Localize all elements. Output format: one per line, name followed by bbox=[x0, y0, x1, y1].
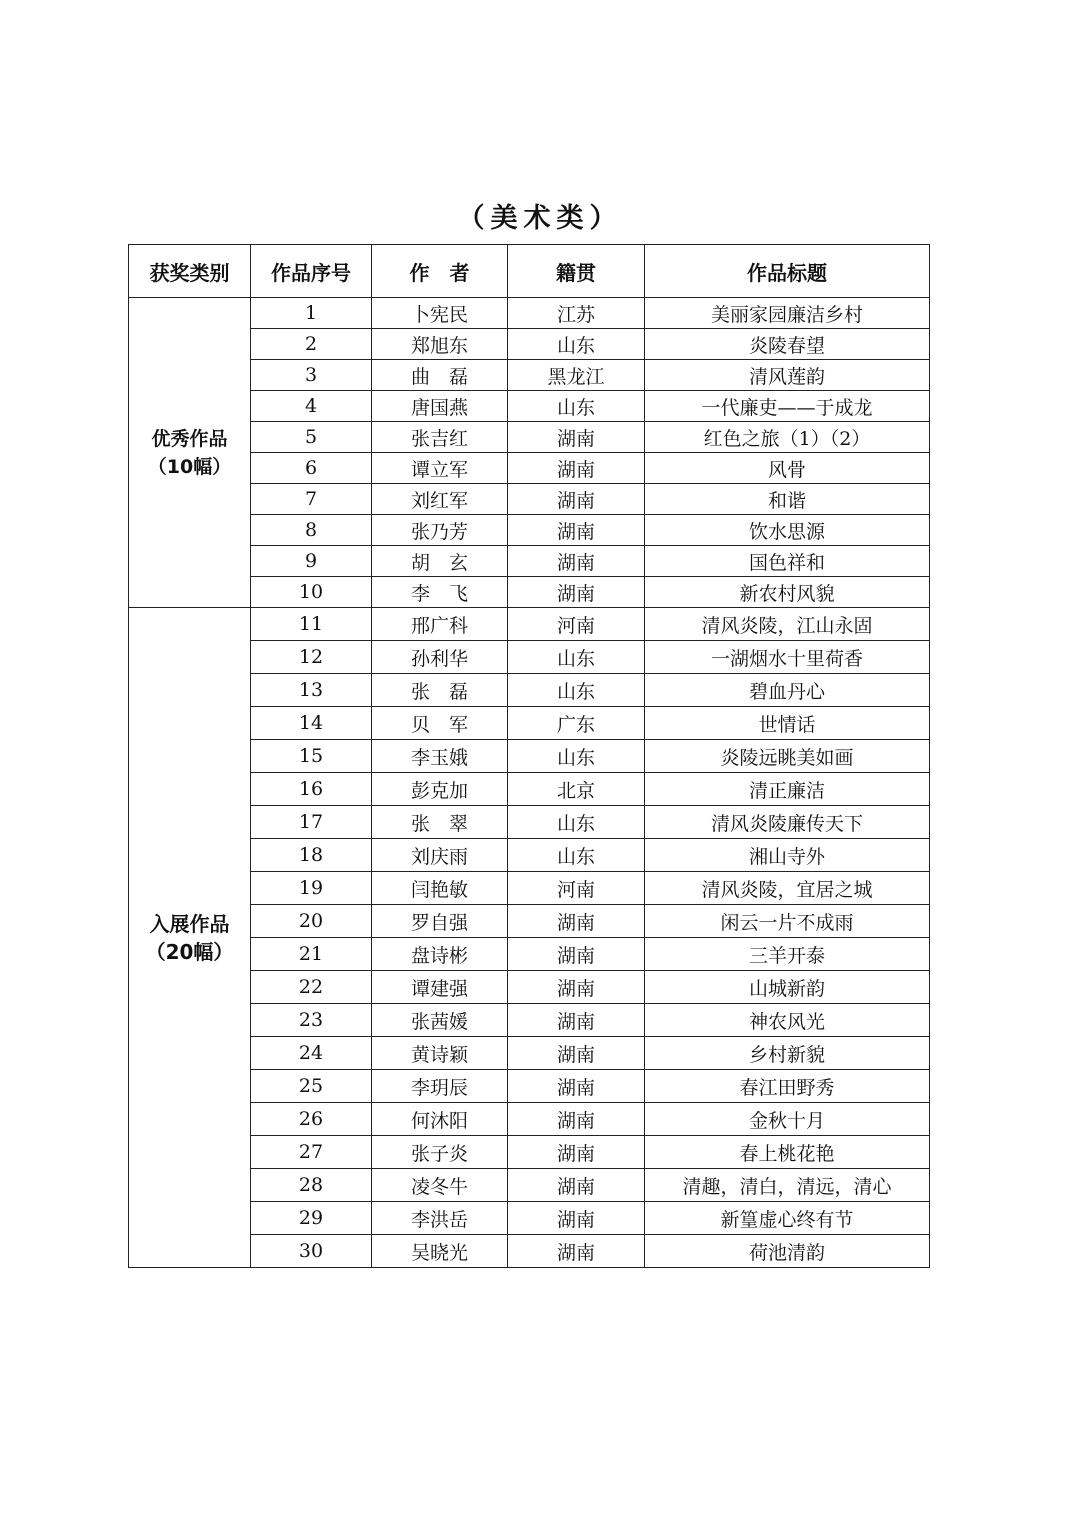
author-cell: 罗自强 bbox=[372, 905, 508, 938]
number-cell: 25 bbox=[251, 1070, 372, 1103]
hometown-cell: 湖南 bbox=[508, 484, 645, 515]
author-cell: 张 翠 bbox=[372, 806, 508, 839]
number-cell: 12 bbox=[251, 641, 372, 674]
number-cell: 30 bbox=[251, 1235, 372, 1268]
header-author: 作 者 bbox=[372, 245, 508, 298]
awards-table bbox=[128, 244, 930, 1268]
author-cell: 吴晓光 bbox=[372, 1235, 508, 1268]
number-cell: 14 bbox=[251, 707, 372, 740]
author-cell: 卜宪民 bbox=[372, 298, 508, 329]
number-cell: 9 bbox=[251, 546, 372, 577]
work-title-cell: 风骨 bbox=[645, 453, 930, 484]
work-title-cell: 清风炎陵廉传天下 bbox=[645, 806, 930, 839]
hometown-cell: 湖南 bbox=[508, 938, 645, 971]
author-cell: 何沐阳 bbox=[372, 1103, 508, 1136]
author-cell: 孙利华 bbox=[372, 641, 508, 674]
number-cell: 28 bbox=[251, 1169, 372, 1202]
category-name: 入展作品 bbox=[149, 911, 230, 936]
hometown-cell: 湖南 bbox=[508, 577, 645, 608]
table-row bbox=[129, 608, 930, 641]
work-title-cell: 乡村新貌 bbox=[645, 1037, 930, 1070]
work-title-cell: 清风炎陵，宜居之城 bbox=[645, 872, 930, 905]
hometown-cell: 湖南 bbox=[508, 1004, 645, 1037]
author-cell: 贝 军 bbox=[372, 707, 508, 740]
number-cell: 17 bbox=[251, 806, 372, 839]
work-title-cell: 三羊开泰 bbox=[645, 938, 930, 971]
work-title-cell: 美丽家园廉洁乡村 bbox=[645, 298, 930, 329]
work-title-cell: 一湖烟水十里荷香 bbox=[645, 641, 930, 674]
author-cell: 刘庆雨 bbox=[372, 839, 508, 872]
hometown-cell: 湖南 bbox=[508, 422, 645, 453]
number-cell: 20 bbox=[251, 905, 372, 938]
work-title-cell: 神农风光 bbox=[645, 1004, 930, 1037]
header-work-title: 作品标题 bbox=[645, 245, 930, 298]
number-cell: 5 bbox=[251, 422, 372, 453]
hometown-cell: 湖南 bbox=[508, 1037, 645, 1070]
hometown-cell: 河南 bbox=[508, 872, 645, 905]
author-cell: 张子炎 bbox=[372, 1136, 508, 1169]
number-cell: 29 bbox=[251, 1202, 372, 1235]
author-cell: 凌冬牛 bbox=[372, 1169, 508, 1202]
number-cell: 26 bbox=[251, 1103, 372, 1136]
number-cell: 13 bbox=[251, 674, 372, 707]
page-title: （美术类） bbox=[457, 203, 623, 234]
hometown-cell: 湖南 bbox=[508, 1136, 645, 1169]
author-cell: 李 飞 bbox=[372, 577, 508, 608]
hometown-cell: 湖南 bbox=[508, 1103, 645, 1136]
hometown-cell: 湖南 bbox=[508, 515, 645, 546]
hometown-cell: 山东 bbox=[508, 329, 645, 360]
number-cell: 11 bbox=[251, 608, 372, 641]
work-title-cell: 饮水思源 bbox=[645, 515, 930, 546]
author-cell: 彭克加 bbox=[372, 773, 508, 806]
work-title-cell: 国色祥和 bbox=[645, 546, 930, 577]
hometown-cell: 湖南 bbox=[508, 453, 645, 484]
work-title-cell: 湘山寺外 bbox=[645, 839, 930, 872]
work-title-cell: 闲云一片不成雨 bbox=[645, 905, 930, 938]
number-cell: 10 bbox=[251, 577, 372, 608]
work-title-cell: 炎陵春望 bbox=[645, 329, 930, 360]
hometown-cell: 山东 bbox=[508, 740, 645, 773]
header-number: 作品序号 bbox=[251, 245, 372, 298]
hometown-cell: 湖南 bbox=[508, 1070, 645, 1103]
work-title-cell: 世情话 bbox=[645, 707, 930, 740]
number-cell: 24 bbox=[251, 1037, 372, 1070]
number-cell: 23 bbox=[251, 1004, 372, 1037]
hometown-cell: 黑龙江 bbox=[508, 360, 645, 391]
hometown-cell: 湖南 bbox=[508, 971, 645, 1004]
hometown-cell: 山东 bbox=[508, 839, 645, 872]
author-cell: 刘红军 bbox=[372, 484, 508, 515]
hometown-cell: 江苏 bbox=[508, 298, 645, 329]
category-count: （10幅） bbox=[147, 455, 232, 478]
number-cell: 27 bbox=[251, 1136, 372, 1169]
table-header-row bbox=[129, 245, 930, 298]
category-cell bbox=[129, 298, 251, 608]
author-cell: 李玉娥 bbox=[372, 740, 508, 773]
number-cell: 18 bbox=[251, 839, 372, 872]
work-title-cell: 金秋十月 bbox=[645, 1103, 930, 1136]
author-cell: 盘诗彬 bbox=[372, 938, 508, 971]
hometown-cell: 北京 bbox=[508, 773, 645, 806]
number-cell: 22 bbox=[251, 971, 372, 1004]
hometown-cell: 湖南 bbox=[508, 1202, 645, 1235]
number-cell: 15 bbox=[251, 740, 372, 773]
work-title-cell: 和谐 bbox=[645, 484, 930, 515]
author-cell: 唐国燕 bbox=[372, 391, 508, 422]
category-name: 优秀作品 bbox=[151, 427, 228, 450]
author-cell: 谭立军 bbox=[372, 453, 508, 484]
author-cell: 张茜媛 bbox=[372, 1004, 508, 1037]
author-cell: 黄诗颖 bbox=[372, 1037, 508, 1070]
hometown-cell: 广东 bbox=[508, 707, 645, 740]
author-cell: 李洪岳 bbox=[372, 1202, 508, 1235]
hometown-cell: 湖南 bbox=[508, 546, 645, 577]
hometown-cell: 湖南 bbox=[508, 905, 645, 938]
work-title-cell: 碧血丹心 bbox=[645, 674, 930, 707]
hometown-cell: 湖南 bbox=[508, 1169, 645, 1202]
work-title-cell: 荷池清韵 bbox=[645, 1235, 930, 1268]
author-cell: 邢广科 bbox=[372, 608, 508, 641]
work-title-cell: 新农村风貌 bbox=[645, 577, 930, 608]
hometown-cell: 河南 bbox=[508, 608, 645, 641]
author-cell: 谭建强 bbox=[372, 971, 508, 1004]
number-cell: 8 bbox=[251, 515, 372, 546]
work-title-cell: 新篁虚心终有节 bbox=[645, 1202, 930, 1235]
table-body bbox=[129, 298, 930, 1268]
number-cell: 16 bbox=[251, 773, 372, 806]
author-cell: 曲 磊 bbox=[372, 360, 508, 391]
author-cell: 李玥辰 bbox=[372, 1070, 508, 1103]
number-cell: 7 bbox=[251, 484, 372, 515]
number-cell: 4 bbox=[251, 391, 372, 422]
hometown-cell: 山东 bbox=[508, 806, 645, 839]
author-cell: 胡 玄 bbox=[372, 546, 508, 577]
number-cell: 19 bbox=[251, 872, 372, 905]
author-cell: 闫艳敏 bbox=[372, 872, 508, 905]
work-title-cell: 红色之旅（1）（2） bbox=[645, 422, 930, 453]
number-cell: 3 bbox=[251, 360, 372, 391]
header-hometown: 籍贯 bbox=[508, 245, 645, 298]
work-title-cell: 清正廉洁 bbox=[645, 773, 930, 806]
number-cell: 1 bbox=[251, 298, 372, 329]
work-title-cell: 春上桃花艳 bbox=[645, 1136, 930, 1169]
category-count: （20幅） bbox=[145, 939, 234, 964]
work-title-cell: 一代廉吏——于成龙 bbox=[645, 391, 930, 422]
hometown-cell: 山东 bbox=[508, 641, 645, 674]
author-cell: 张乃芳 bbox=[372, 515, 508, 546]
work-title-cell: 清风炎陵，江山永固 bbox=[645, 608, 930, 641]
author-cell: 张 磊 bbox=[372, 674, 508, 707]
category-cell bbox=[129, 608, 251, 1268]
work-title-cell: 春江田野秀 bbox=[645, 1070, 930, 1103]
work-title-cell: 炎陵远眺美如画 bbox=[645, 740, 930, 773]
number-cell: 6 bbox=[251, 453, 372, 484]
header-category: 获奖类别 bbox=[129, 245, 251, 298]
work-title-cell: 清趣，清白，清远，清心 bbox=[645, 1169, 930, 1202]
table-row bbox=[129, 298, 930, 329]
hometown-cell: 湖南 bbox=[508, 1235, 645, 1268]
hometown-cell: 山东 bbox=[508, 391, 645, 422]
number-cell: 21 bbox=[251, 938, 372, 971]
author-cell: 郑旭东 bbox=[372, 329, 508, 360]
work-title-cell: 山城新韵 bbox=[645, 971, 930, 1004]
author-cell: 张吉红 bbox=[372, 422, 508, 453]
hometown-cell: 山东 bbox=[508, 674, 645, 707]
number-cell: 2 bbox=[251, 329, 372, 360]
work-title-cell: 清风莲韵 bbox=[645, 360, 930, 391]
